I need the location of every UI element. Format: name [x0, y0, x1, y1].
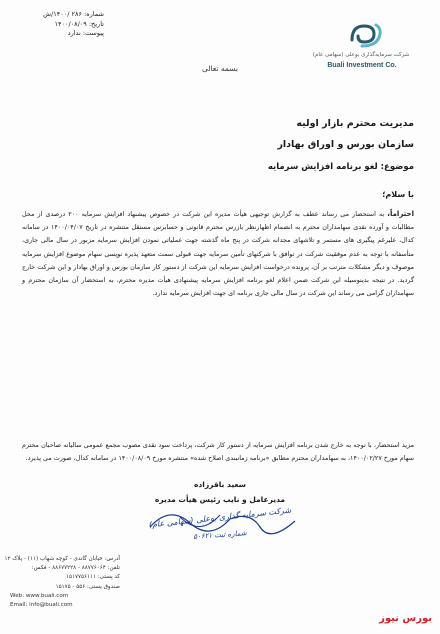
letter-number: شماره: ۲۸۶ /۱۴۰۰/ش [43, 10, 104, 18]
body-paragraph-1-text: به استحضار می رساند عطف به گزارش توجیهی هیأت مدیره این شرکت در خصوص پیشنهاد افزایش سرمایه ۲۰۰ درصدی از محل مطالبات و آورده نقدی سهامداران محترم به انضمام اظهارنظر بازرس محترم قانونی و حسابرس مستقل منتشره در تاریخ ۱۴۰۰/۰۴/۰۷ در سامانه کدال، علیرغم پیگیری های مستمر و تلاشهای مجدانه شرکت در پنج ماه گذشته جهت عملیاتی نمودن افزایش سرمایه مزبور در سال مالی جاری، متأسفانه با توجه به عدم موفقیت شرکت در توافق با شرکتهای تأمین سرمایه جهت قبولی سمت متعهد پذیره نویسی سهام موضوع افزایش سرمایه موصوف و دیگر مشکلات مترتب بر آن، پرونده درخواست افزایش سرمایه این شرکت از دستور کار سازمان بورس و اوراق بهادار و این شرکت خارج گردید. در نتیجه بدینوسیله این شرکت ضمن اعلام لغو برنامه افزایش سرمایه پیشنهادی هیأت مدیره محترم، به استحضار آن سازمان محترم و سهامداران گرامی می رساند این شرکت در سال مالی جاری برنامه ای جهت افزایش سرمایه ندارد. [22, 210, 415, 298]
source-watermark: بورس نیوز [379, 613, 432, 624]
body-paragraph-2: مزید استحضار، با توجه به خارج شدن برنامه افزایش سرمایه از دستور کار شرکت، پرداخت سود نقدی مصوب مجمع عمومی سالیانه صاحبان محترم سهام مورخ ۱۴۰۰/۰۲/۲۷، به سهامداران محترم مطابق «برنامه زمانبندی اصلاح شده» منتشره مورخ ۱۴۰۰/۰۸/۰۹ در سامانه کدال، صورت می پذیرد. [22, 441, 414, 463]
company-stamp [110, 497, 330, 549]
stamp-company-name: شرکت سرمایه گذاری بوعلی (سهامی عام) [148, 505, 292, 530]
stamp-registration: شماره ثبت ۵۰۶۲۱ [193, 529, 247, 541]
letter-date: تاریخ: ۱۴۰۰/۰۸/۰۹ [54, 19, 104, 28]
footer-address: آدرس: خیابان گاندی - کوچه شهاب (۱۱) - پلاک ۱۲ [4, 556, 120, 562]
recipient-line-1: مدیریت محترم بازار اولیه [296, 118, 414, 129]
body-lead: احتراماً، [387, 210, 414, 218]
body-paragraph-1 [22, 208, 414, 300]
signer-name: سعید باقرزاده [194, 480, 246, 489]
footer-web[interactable]: Web: www.buali.com [10, 592, 69, 599]
basmala: بسمه تعالی [201, 64, 239, 73]
letter-attachment: پیوست: ندارد [67, 29, 104, 37]
logo-mark-icon [348, 22, 384, 50]
footer-contact [4, 555, 120, 610]
recipient [277, 113, 414, 155]
logo-name-en: Buali Investment Co. [327, 62, 397, 69]
footer-pobox: صندوق پستی: ۵۵۶ - ۱۵۱۷۵ [55, 583, 120, 590]
logo-name-fa: شرکت سرمایه‌گذاری بوعلی (سهامی عام) [312, 52, 410, 58]
greeting: با سلام؛ [382, 190, 414, 199]
footer-postal: کد پستی: ۱۵۱۷۷۵۶۱۱۱ [66, 574, 120, 581]
recipient-line-2: سازمان بورس و اوراق بهادار [277, 139, 414, 150]
letter-meta [14, 10, 104, 39]
footer-email[interactable]: Email: info@buali.com [10, 602, 73, 609]
signer-title: مدیرعامل و نایب رئیس هیأت مدیره [154, 495, 286, 504]
subject-line: موضوع: لغو برنامه افزایش سرمایه [267, 162, 414, 172]
footer-phone: تلفن: ۸۸۷۷۶۰۶۴ - ۸۸۶۷۷۲۲۸ - فکس: [31, 565, 120, 572]
